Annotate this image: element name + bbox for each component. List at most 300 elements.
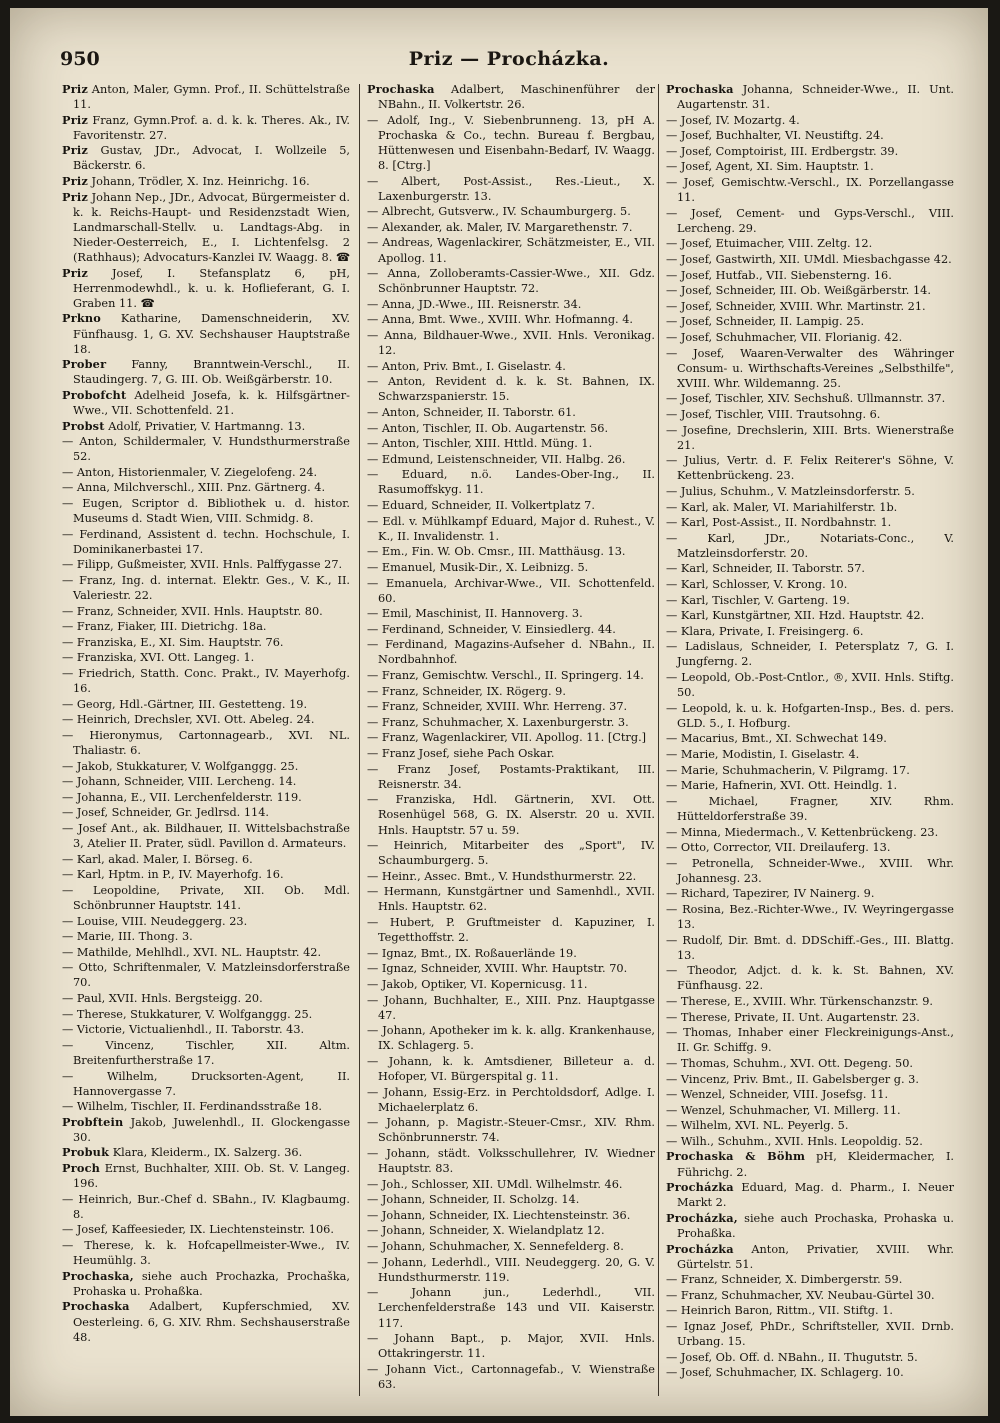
directory-entry [62, 774, 350, 789]
entry-text: Johann, Trödler, X. Inz. Heinrichg. 16. [87, 175, 310, 189]
entry-text: — Franz Josef, Postamts-Praktikant, III. Reisnerstr. 34. [367, 762, 655, 791]
entry-text: — Josef, Schneider, Gr. Jedlrsd. 114. [62, 806, 270, 820]
entry-text: — Louise, VIII. Neudeggerg. 23. [62, 914, 248, 928]
entry-text: — Julius, Schuhm., V. Matzleinsdorferstr. 5. [666, 484, 915, 498]
entry-text: — Otto, Schriftenmaler, V. Matzleinsdorferstraße 70. [62, 961, 350, 990]
directory-entry [367, 498, 655, 513]
entry-text: — Josef Ant., ak. Bildhauer, II. Wittelsbachstraße 3, Atelier II. Prater, südl. Pavillon d. Armateurs. [62, 822, 350, 851]
directory-entry [367, 622, 655, 637]
entry-text: — Julius, Vertr. d. F. Felix Reiterer's Söhne, V. Kettenbrückeng. 23. [666, 454, 954, 483]
directory-entry [62, 712, 350, 727]
directory-entry [666, 128, 954, 143]
entry-text: — Ignaz Josef, PhDr., Schriftsteller, XVII. Drnb. Urbang. 15. [666, 1320, 954, 1349]
directory-entry [367, 762, 655, 792]
entry-text: — Ferdinand, Assistent d. techn. Hochschule, I. Dominikanerbastei 17. [62, 527, 350, 556]
entry-text: Jakob, Juwelenhdl., II. Glockengasse 30. [73, 1115, 350, 1144]
directory-entry [666, 159, 954, 174]
entry-text: Fanny, Branntwein-Verschl., II. Staudingerg. 7, G. III. Ob. Weißgärberstr. 10. [73, 358, 350, 387]
entry-text: — Therese, k. k. Hofcapellmeister-Wwe., IV. Heumühlg. 3. [62, 1239, 350, 1268]
directory-entry [62, 635, 350, 650]
entry-text: — Johann jun., Lederhdl., VII. Lerchenfelderstraße 143 und VII. Kaiserstr. 117. [367, 1286, 655, 1330]
directory-entry [367, 266, 655, 296]
entry-text: — Petronella, Schneider-Wwe., XVIII. Whr. Johannesg. 23. [666, 856, 954, 885]
entry-text: — Josef, Schneider, II. Lampig. 25. [666, 315, 865, 329]
entry-surname: Prochaska, [62, 1268, 134, 1283]
entry-text: — Franz, Gemischtw. Verschl., II. Springerg. 14. [367, 669, 644, 683]
directory-entry [367, 869, 655, 884]
directory-entry [62, 1007, 350, 1022]
directory-entry [62, 604, 350, 619]
directory-entry [62, 697, 350, 712]
entry-text: — Anton, Historienmaler, V. Ziegelofeng. 24. [62, 465, 318, 479]
entry-text: — Karl, akad. Maler, I. Börseg. 6. [62, 852, 253, 866]
directory-entry [367, 915, 655, 945]
entry-text: — Em., Fin. W. Ob. Cmsr., III. Matthäusg. 13. [367, 545, 626, 559]
entry-text: — Franz Josef, siehe Pach Oskar. [367, 747, 555, 761]
entry-text: — Karl, Hptm. in P., IV. Mayerhofg. 16. [62, 868, 284, 882]
directory-entry [62, 388, 350, 418]
entry-text: — Franz, Schneider, XVIII. Whr. Herreng. 37. [367, 700, 628, 714]
entry-text: — Johann Bapt., p. Major, XVII. Hnls. Ottakringerstr. 11. [367, 1332, 655, 1361]
directory-entry [367, 452, 655, 467]
directory-entry [367, 204, 655, 219]
entry-text: — Emanuela, Archivar-Wwe., VII. Schottenfeld. 60. [367, 576, 655, 605]
entry-text: — Heinrich Baron, Rittm., VII. Stiftg. 1. [666, 1304, 893, 1318]
entry-text: — Ladislaus, Schneider, I. Petersplatz 7, G. I. Jungferng. 2. [666, 640, 954, 669]
directory-entry [666, 113, 954, 128]
entry-text: — Andreas, Wagenlackirer, Schätzmeister, E., VII. Apollog. 11. [367, 236, 655, 265]
entry-text: — Ignaz, Bmt., IX. Roßauerlände 19. [367, 946, 577, 960]
directory-entry [62, 496, 350, 526]
entry-surname: Prochaska [62, 1299, 130, 1314]
entry-text: — Eugen, Scriptor d. Bibliothek u. d. histor. Museums d. Stadt Wien, VIII. Schmidg. 8. [62, 497, 350, 526]
entry-text: — Johann, Schneider, IX. Liechtensteinstr. 36. [367, 1208, 631, 1222]
entry-text: — Franz, Wagenlackirer, VII. Apollog. 11. [Ctrg.] [367, 731, 647, 745]
directory-entry [62, 960, 350, 990]
entry-text: Klara, Kleiderm., IX. Salzerg. 36. [109, 1146, 303, 1160]
entry-text: — Paul, XVII. Hnls. Bergsteigg. 20. [62, 992, 263, 1006]
entry-text: — Georg, Hdl.-Gärtner, III. Gestetteng. 19. [62, 697, 308, 711]
entry-text: — Franziska, Hdl. Gärtnerin, XVI. Ott. Rosenhügel 568, G. IX. Alserstr. 20 u. XVII. Hnls. Hauptstr. 57 u. 59. [367, 793, 655, 837]
entry-text: siehe auch Prochazka, Prochaška, Prohaska u. Prohaßka. [73, 1269, 350, 1298]
directory-entry [666, 1365, 954, 1380]
entry-text: — Josef, Tischler, VIII. Trautsohng. 6. [666, 407, 881, 421]
directory-entry [62, 945, 350, 960]
entry-text: — Marie, Hafnerin, XVI. Ott. Heindlg. 1. [666, 779, 898, 793]
directory-entry [666, 1272, 954, 1287]
entry-text: — Wilhelm, Drucksorten-Agent, II. Hannovergasse 7. [62, 1069, 350, 1098]
entry-text: — Anton, Schildermaler, V. Hundsthurmerstraße 52. [62, 435, 350, 464]
directory-entry [666, 1149, 954, 1179]
entry-text: — Leopold, k. u. k. Hofgarten-Insp., Bes. d. pers. GLD. 5., I. Hofburg. [666, 701, 954, 730]
entry-text: — Vincenz, Priv. Bmt., II. Gabelsberger g. 3. [666, 1072, 919, 1086]
directory-entry [666, 1211, 954, 1241]
entry-surname: Priz [62, 143, 88, 158]
entry-text: — Johann, Schuhmacher, X. Sennefelderg. 8. [367, 1240, 624, 1254]
entry-text: — Adolf, Ing., V. Siebenbrunneng. 13, pH A. Prochaska & Co., techn. Bureau f. Bergbau, Hüttenwesen und Eisenbahn-Bedarf, IV. Waagg. 8. [Ctrg.] [367, 113, 655, 172]
entry-text: — Anna, Zolloberamts-Cassier-Wwe., XII. Gdz. Schönbrunner Hauptstr. 72. [367, 267, 655, 296]
directory-entry [367, 359, 655, 374]
entry-text: — Josef, Comptoirist, III. Erdbergstr. 39. [666, 144, 899, 158]
entry-text: — Victorie, Victualienhdl., II. Taborstr. 43. [62, 1023, 305, 1037]
directory-entry [666, 747, 954, 762]
entry-text: Josef, I. Stefansplatz 6, pH, Herrenmodewhdl., k. u. k. Hoflieferant, G. I. Graben 11. ☎ [73, 266, 350, 310]
entry-text: — Franz, Fiaker, III. Dietrichg. 18a. [62, 620, 267, 634]
entry-surname: Probftein [62, 1114, 124, 1129]
directory-entry [62, 480, 350, 495]
entry-text: — Therese, Stukkaturer, V. Wolfganggg. 25. [62, 1007, 313, 1021]
entry-text: — Macarius, Bmt., XI. Schwechat 149. [666, 732, 887, 746]
directory-entry [367, 1223, 655, 1238]
directory-columns [62, 82, 960, 1400]
entry-text: — Karl, ak. Maler, VI. Mariahilferstr. 1b. [666, 500, 898, 514]
entry-text: — Josef, Schuhmacher, IX. Schlagerg. 10. [666, 1366, 904, 1380]
directory-entry [666, 794, 954, 824]
directory-entry [62, 666, 350, 696]
directory-entry [666, 1303, 954, 1318]
directory-entry [367, 838, 655, 868]
entry-surname: Priz [62, 82, 88, 96]
directory-entry [367, 684, 655, 699]
directory-entry [62, 557, 350, 572]
directory-entry [666, 994, 954, 1009]
entry-text: — Rosina, Bez.-Richter-Wwe., IV. Weyringergasse 13. [666, 902, 954, 932]
directory-entry [367, 235, 655, 265]
entry-text: — Mathilde, Mehlhdl., XVI. NL. Hauptstr. 42. [62, 945, 322, 959]
directory-entry [666, 1010, 954, 1025]
entry-text: — Karl, Schlosser, V. Krong. 10. [666, 578, 848, 591]
entry-surname: Procházka, [666, 1210, 738, 1225]
directory-entry [367, 544, 655, 559]
directory-entry [62, 573, 350, 603]
entry-text: — Anton, Schneider, II. Taborstr. 61. [367, 405, 576, 419]
entry-text: — Heinr., Assec. Bmt., V. Hundsthurmerstr. 22. [367, 869, 637, 883]
column-2 [367, 82, 655, 1400]
directory-entry [367, 1362, 655, 1392]
entry-text: — Otto, Corrector, VII. Dreilauferg. 13. [666, 841, 891, 855]
entry-surname: Procházka [666, 1241, 734, 1256]
directory-entry [62, 821, 350, 851]
entry-text: — Hermann, Kunstgärtner und Samenhdl., XVII. Hnls. Hauptstr. 62. [367, 885, 655, 914]
directory-entry [62, 728, 350, 758]
entry-text: — Thomas, Inhaber einer Fleckreinigungs-Anst., II. Gr. Schiffg. 9. [666, 1026, 954, 1055]
entry-text: — Johann Vict., Cartonnagefab., V. Wienstraße 63. [367, 1362, 655, 1391]
entry-text: Adalbert, Maschinenführer der NBahn., II. Volkertstr. 26. [378, 83, 655, 112]
directory-entry [666, 500, 954, 515]
directory-entry [666, 252, 954, 267]
directory-entry [666, 639, 954, 669]
directory-entry [367, 946, 655, 961]
entry-text: Ernst, Buchhalter, XIII. Ob. St. V. Langeg. 196. [73, 1162, 350, 1191]
entry-text: — Hubert, P. Gruftmeister d. Kapuziner, I. Tegetthoffstr. 2. [367, 916, 655, 945]
entry-text: Anton, Maler, Gymn. Prof., II. Schüttelstraße 11. [73, 83, 350, 112]
directory-entry [62, 1161, 350, 1191]
entry-text: — Ferdinand, Magazins-Aufseher d. NBahn., II. Nordbahnhof. [367, 638, 655, 667]
directory-entry [367, 977, 655, 992]
directory-entry [62, 1069, 350, 1099]
directory-entry [367, 606, 655, 621]
directory-entry [666, 1180, 954, 1210]
entry-text: — Karl, JDr., Notariats-Conc., V. Matzleinsdorferstr. 20. [666, 531, 954, 560]
directory-entry [62, 434, 350, 464]
entry-text: — Franz, Schuhmacher, X. Laxenburgerstr. 3. [367, 715, 629, 729]
directory-entry [62, 914, 350, 929]
directory-entry [666, 1118, 954, 1133]
entry-text: — Albert, Post-Assist., Res.-Lieut., X. Laxenburgerstr. 13. [367, 174, 655, 203]
directory-entry [666, 484, 954, 499]
entry-text: — Franz, Ing. d. internat. Elektr. Ges., V. K., II. Valeriestr. 22. [62, 574, 350, 603]
directory-entry [666, 391, 954, 406]
entry-text: — Anna, Bildhauer-Wwe., XVII. Hnls. Veronikag. 12. [367, 329, 655, 358]
directory-entry [367, 1285, 655, 1330]
entry-text: — Anton, Priv. Bmt., I. Giselastr. 4. [367, 359, 566, 373]
entry-text: Johanna, Schneider-Wwe., II. Unt. Augartenstr. 31. [677, 83, 954, 112]
page-number: 950 [60, 48, 100, 70]
entry-text: — Josef, Ob. Off. d. NBahn., II. Thugutstr. 5. [666, 1350, 918, 1364]
entry-surname: Procházka [666, 1180, 734, 1195]
directory-entry [666, 593, 954, 608]
directory-entry [666, 1025, 954, 1055]
directory-entry [367, 730, 655, 745]
directory-entry [666, 175, 954, 205]
entry-text: pH, Kleidermacher, I. Führichg. 2. [677, 1150, 954, 1179]
entry-text: — Josef, Tischler, XIV. Sechshuß. Ullmannstr. 37. [666, 392, 946, 406]
directory-entry [666, 608, 954, 623]
entry-text: — Hieronymus, Cartonnagearb., XVI. NL. Thaliastr. 6. [62, 728, 350, 758]
directory-entry [367, 1054, 655, 1084]
entry-surname: Prkno [62, 311, 102, 326]
entry-text: — Josef, IV. Mozartg. 4. [666, 113, 800, 127]
directory-entry [666, 299, 954, 314]
entry-surname: Prober [62, 357, 107, 372]
directory-entry [666, 330, 954, 345]
entry-text: — Karl, Kunstgärtner, XII. Hzd. Hauptstr. 42. [666, 609, 925, 623]
directory-entry [367, 421, 655, 436]
directory-entry [367, 576, 655, 606]
entry-surname: Prochaska [367, 82, 435, 96]
directory-entry [666, 1134, 954, 1149]
entry-text: — Marie, Schuhmacherin, V. Pilgramg. 17. [666, 763, 910, 777]
entry-text: — Anna, Milchverschl., XIII. Pnz. Gärtnerg. 4. [62, 481, 326, 495]
directory-entry [62, 1222, 350, 1237]
directory-entry [62, 619, 350, 634]
directory-entry [367, 1239, 655, 1254]
entry-text: — Leopoldine, Private, XII. Ob. Mdl. Schönbrunner Hauptstr. 141. [62, 883, 350, 912]
directory-entry [367, 1115, 655, 1145]
directory-entry [367, 514, 655, 544]
directory-entry [367, 467, 655, 497]
entry-text: Adolf, Privatier, V. Hartmanng. 13. [104, 419, 306, 433]
entry-text: — Karl, Tischler, V. Garteng. 19. [666, 593, 850, 607]
entry-text: — Anton, Revident d. k. k. St. Bahnen, IX. Schwarzspanierstr. 15. [367, 375, 655, 404]
page-header [60, 48, 958, 78]
entry-text: — Wenzel, Schuhmacher, VI. Millerg. 11. [666, 1103, 901, 1117]
entry-surname: Proch [62, 1161, 101, 1176]
directory-entry [367, 1192, 655, 1207]
directory-entry [666, 82, 954, 112]
entry-text: — Emanuel, Musik-Dir., X. Leibnizg. 5. [367, 560, 589, 574]
entry-text: — Johann, Lederhdl., VIII. Neudeggerg. 20, G. V. Hundsthurmerstr. 119. [367, 1255, 655, 1284]
entry-text: — Jakob, Optiker, VI. Kopernicusg. 11. [367, 977, 588, 991]
directory-entry [666, 283, 954, 298]
entry-text: — Eduard, n.ö. Landes-Ober-Ing., II. Rasumoffskyg. 11. [367, 468, 655, 497]
directory-entry [62, 527, 350, 557]
entry-text: — Franziska, XVI. Ott. Langeg. 1. [62, 651, 255, 665]
entry-text: — Josef, Agent, XI. Sim. Hauptstr. 1. [666, 160, 874, 174]
directory-entry [367, 297, 655, 312]
entry-text: — Anton, Tischler, XIII. Httld. Müng. 1. [367, 437, 593, 451]
entry-text: — Johann, Schneider, X. Wielandplatz 12. [367, 1224, 605, 1238]
entry-surname: Prochaska [666, 82, 734, 96]
entry-text: — Edl. v. Mühlkampf Eduard, Major d. Ruhest., V. K., II. Invalidenstr. 1. [367, 514, 655, 543]
directory-entry [367, 1331, 655, 1361]
column-3 [666, 82, 954, 1400]
directory-entry [62, 1269, 350, 1299]
directory-entry [62, 1238, 350, 1268]
directory-entry [367, 436, 655, 451]
directory-entry [666, 1087, 954, 1102]
entry-text: — Ignaz, Schneider, XVIII. Whr. Hauptstr. 70. [367, 962, 628, 976]
entry-text: — Anna, Bmt. Wwe., XVIII. Whr. Hofmanng. 4. [367, 313, 634, 327]
directory-entry [62, 1038, 350, 1068]
entry-text: — Johann, p. Magistr.-Steuer-Cmsr., XIV. Rhm. Schönbrunnerstr. 74. [367, 1116, 655, 1145]
directory-entry [666, 624, 954, 639]
directory-entry [666, 236, 954, 251]
directory-entry [666, 701, 954, 731]
entry-text: — Franziska, E., XI. Sim. Hauptstr. 76. [62, 635, 284, 649]
entry-text: siehe auch Prochaska, Prohaska u. Prohaßka. [677, 1211, 954, 1240]
directory-page [10, 8, 988, 1416]
directory-entry [367, 374, 655, 404]
directory-entry [666, 1103, 954, 1118]
directory-entry [62, 357, 350, 387]
entry-text: — Wilh., Schuhm., XVII. Hnls. Leopoldig. 52. [666, 1134, 923, 1148]
entry-text: — Anna, JD.-Wwe., III. Reisnerstr. 34. [367, 297, 582, 311]
entry-text: — Franz, Schuhmacher, XV. Neubau-Gürtel 30. [666, 1288, 935, 1302]
entry-text: — Josef, Buchhalter, VI. Neustiftg. 24. [666, 129, 884, 143]
entry-text: — Michael, Fragner, XIV. Rhm. Hütteldorferstraße 39. [666, 794, 954, 823]
entry-text: — Ferdinand, Schneider, V. Einsiedlerg. 44. [367, 622, 616, 636]
entry-text: — Minna, Miedermach., V. Kettenbrückeng. 23. [666, 825, 939, 839]
entry-text: — Josef, Gastwirth, XII. UMdl. Miesbachgasse 42. [666, 253, 952, 267]
directory-entry [666, 531, 954, 561]
directory-entry [62, 759, 350, 774]
entry-text: — Therese, E., XVIII. Whr. Türkenschanzstr. 9. [666, 995, 933, 1009]
entry-text: — Therese, Private, II. Unt. Augartenstr. 23. [666, 1010, 920, 1024]
directory-entry [62, 1115, 350, 1145]
entry-text: — Eduard, Schneider, II. Volkertplatz 7. [367, 499, 595, 513]
directory-entry [367, 1023, 655, 1053]
directory-entry [367, 220, 655, 235]
column-divider [359, 84, 360, 1396]
entry-text: — Friedrich, Statth. Conc. Prakt., IV. Mayerhofg. 16. [62, 667, 350, 696]
directory-entry [62, 867, 350, 882]
entry-text: — Josefine, Drechslerin, XIII. Brts. Wienerstraße 21. [666, 423, 954, 452]
directory-entry [62, 465, 350, 480]
entry-text: Anton, Privatier, XVIII. Whr. Gürtelstr. 51. [677, 1242, 954, 1271]
directory-entry [666, 1350, 954, 1365]
directory-entry [62, 311, 350, 356]
entry-text: — Anton, Tischler, II. Ob. Augartenstr. 56. [367, 421, 609, 435]
directory-entry [62, 190, 350, 265]
entry-text: — Johann, städt. Volksschullehrer, IV. Wiedner Hauptstr. 83. [367, 1146, 655, 1176]
entry-text: Franz, Gymn.Prof. a. d. k. k. Theres. Ak., IV. Favoritenstr. 27. [73, 113, 350, 142]
directory-entry [666, 561, 954, 576]
entry-text: — Johann, Schneider, II. Scholzg. 14. [367, 1193, 580, 1207]
directory-entry [62, 991, 350, 1006]
entry-text: — Josef, Schneider, XVIII. Whr. Martinstr. 21. [666, 299, 926, 313]
entry-text: — Josef, Hutfab., VII. Siebensterng. 16. [666, 268, 892, 282]
directory-entry [666, 407, 954, 422]
entry-surname: Prochaska & Böhm [666, 1149, 806, 1164]
entry-text: — Josef, Gemischtw.-Verschl., IX. Porzellangasse 11. [666, 176, 954, 205]
directory-entry [666, 886, 954, 901]
directory-entry [666, 144, 954, 159]
directory-entry [62, 174, 350, 189]
entry-text: — Josef, Etuimacher, VIII. Zeltg. 12. [666, 237, 873, 251]
directory-entry [367, 113, 655, 173]
entry-text: — Heinrich, Bur.-Chef d. SBahn., IV. Klagbaumg. 8. [62, 1192, 350, 1221]
directory-entry [367, 328, 655, 358]
entry-text: — Karl, Schneider, II. Taborstr. 57. [666, 562, 866, 576]
entry-text: — Josef, Waaren-Verwalter des Währinger Consum- u. Wirthschafts-Vereines „Selbsthilfe", XVIII. Whr. Wildemanng. 25. [666, 346, 954, 390]
entry-text: Katharine, Damenschneiderin, XV. Fünfhausg. 1, G. XV. Sechshauser Hauptstraße 18. [73, 312, 350, 356]
entry-text: — Johann, Schneider, VIII. Lercheng. 14. [62, 775, 297, 789]
directory-entry [62, 266, 350, 311]
entry-text: — Emil, Maschinist, II. Hannoverg. 3. [367, 607, 583, 621]
directory-entry [666, 963, 954, 993]
directory-entry [666, 314, 954, 329]
entry-surname: Priz [62, 112, 88, 127]
directory-entry [666, 856, 954, 886]
entry-text: — Johann, Apotheker im k. k. allg. Krankenhause, IX. Schlagerg. 5. [367, 1024, 655, 1053]
entry-text: — Franz, Schneider, XVII. Hnls. Hauptstr. 80. [62, 604, 323, 618]
entry-text: — Klara, Private, I. Freisingerg. 6. [666, 624, 864, 638]
entry-text: — Marie, III. Thong. 3. [62, 930, 193, 944]
directory-entry [62, 852, 350, 867]
directory-entry [367, 312, 655, 327]
directory-entry [367, 792, 655, 837]
entry-text: — Alexander, ak. Maler, IV. Margarethenstr. 7. [367, 220, 633, 234]
entry-text: — Jakob, Stukkaturer, V. Wolfganggg. 25. [62, 759, 299, 773]
directory-entry [666, 933, 954, 963]
entry-text: — Josef, Cement- und Gyps-Verschl., VIII. Lercheng. 29. [666, 206, 954, 235]
directory-entry [666, 1072, 954, 1087]
entry-surname: Probuk [62, 1145, 110, 1160]
directory-entry [367, 1255, 655, 1285]
entry-text: — Heinrich, Drechsler, XVI. Ott. Abeleg. 24. [62, 713, 315, 727]
entry-text: — Thomas, Schuhm., XVI. Ott. Degeng. 50. [666, 1056, 913, 1070]
entry-text: — Vincenz, Tischler, XII. Altm. Breitenfurtherstraße 17. [62, 1038, 350, 1067]
entry-text: — Wilhelm, Tischler, II. Ferdinandsstraße 18. [62, 1100, 323, 1114]
directory-entry [666, 1319, 954, 1349]
entry-text: — Johann, Essig-Erz. in Perchtoldsdorf, Adlge. I. Michaelerplatz 6. [367, 1085, 655, 1114]
directory-entry [666, 206, 954, 236]
entry-text: Adalbert, Kupferschmied, XV. Oesterleing. 6, G. XIV. Rhm. Sechshauserstraße 48. [73, 1300, 350, 1344]
entry-text: Adelheid Josefa, k. k. Hilfsgärtner-Wwe., VII. Schottenfeld. 21. [73, 388, 350, 417]
directory-entry [666, 731, 954, 746]
directory-entry [666, 763, 954, 778]
entry-text: Gustav, JDr., Advocat, I. Wollzeile 5, Bäckerstr. 6. [73, 144, 350, 173]
directory-entry [62, 805, 350, 820]
directory-entry [62, 1145, 350, 1160]
entry-text: — Edmund, Leistenschneider, VII. Halbg. 26. [367, 452, 626, 466]
entry-surname: Priz [62, 189, 88, 204]
entry-text: — Karl, Post-Assist., II. Nordbahnstr. 1. [666, 516, 892, 530]
directory-entry [367, 1146, 655, 1176]
directory-entry [666, 1242, 954, 1272]
directory-entry [367, 961, 655, 976]
